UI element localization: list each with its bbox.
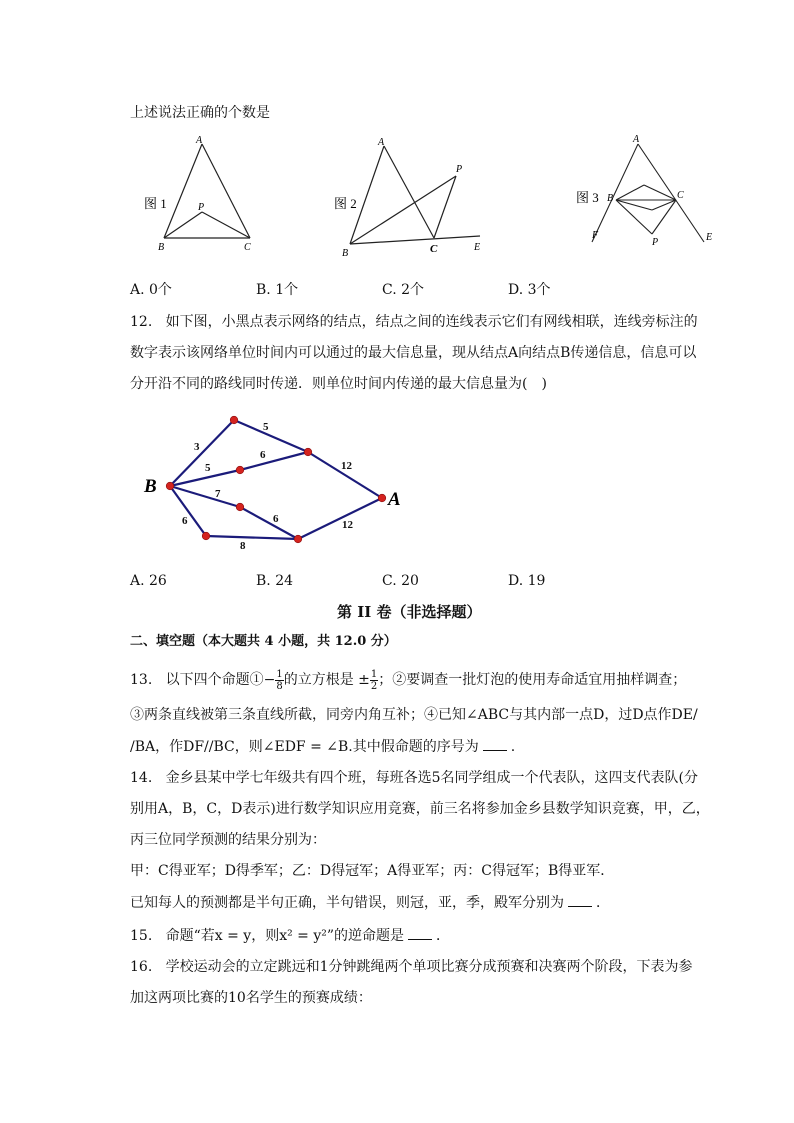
- q14-line-5-end: ．: [596, 895, 610, 911]
- network-node: [236, 466, 244, 474]
- network-node: [378, 494, 386, 502]
- q13-text-a: 以下四个命题①: [165, 672, 264, 688]
- fig3-point-B: B: [607, 193, 614, 204]
- edge-label: 6: [182, 515, 188, 527]
- q11-tail-text: 上述说法正确的个数是: [130, 105, 270, 121]
- q11-option-a: A. 0个: [130, 282, 172, 298]
- figure-2: [330, 132, 500, 262]
- fig3-point-E: E: [706, 232, 713, 243]
- q13-text-b: 的立方根是: [283, 672, 354, 688]
- fig2-point-P: P: [456, 164, 463, 175]
- fig2-point-E: E: [474, 242, 481, 253]
- q16-number: 16.: [130, 959, 153, 975]
- answer-blank[interactable]: [568, 892, 592, 907]
- q14-line-5-text: 已知每人的预测都是半句正确，半句错误，则冠，亚，季，殿军分别为: [130, 895, 564, 911]
- network-node-A-label: A: [388, 489, 401, 510]
- q13-line-3-text: /BA，作DF//BC，则∠EDF = ∠B.其中假命题的序号为: [130, 739, 479, 755]
- part-2-title: 第 II 卷（非选择题）: [337, 603, 482, 621]
- q15-line: [130, 925, 450, 946]
- edge-label: 8: [240, 540, 246, 552]
- fig2-point-A: A: [378, 137, 385, 148]
- q11-option-d: D. 3个: [508, 282, 551, 298]
- q16-text-1: 学校运动会的立定跳远和1分钟跳绳两个单项比赛分成预赛和决赛两个阶段，下表为参: [165, 959, 693, 975]
- q14-number: 14.: [130, 770, 153, 786]
- q13-line-3: [130, 736, 515, 757]
- edge-label: 6: [273, 513, 279, 525]
- figure-3: [572, 130, 722, 255]
- fraction-one-eighth: [275, 669, 283, 692]
- q15-number: 15.: [130, 928, 153, 944]
- minus-sign: −: [263, 672, 276, 688]
- fig3-label: 图 3: [576, 190, 599, 205]
- frac2-num: 1: [370, 668, 378, 680]
- fig2-label: 图 2: [334, 196, 357, 211]
- q13-number: 13.: [130, 672, 153, 688]
- fig3-point-P: P: [652, 237, 659, 248]
- q12-line-1: [130, 312, 698, 332]
- q13-text-c: ；②要调查一批灯泡的使用寿命适宜用抽样调查；: [378, 672, 687, 688]
- network-node: [304, 448, 312, 456]
- network-node: [294, 535, 302, 543]
- answer-blank[interactable]: [483, 736, 507, 751]
- network-node: [202, 532, 210, 540]
- edge-label: 12: [342, 519, 353, 531]
- q12-option-c: C. 20: [382, 573, 419, 589]
- fig3-point-F: F: [592, 230, 599, 241]
- q13-line-3-end: .: [510, 739, 516, 755]
- edge-label: 12: [341, 460, 352, 472]
- network-node: [230, 416, 238, 424]
- frac1-num: 1: [276, 668, 283, 680]
- answer-blank[interactable]: [408, 925, 432, 940]
- fig1-point-B: B: [158, 242, 165, 253]
- q12-line-3: 分开沿不同的路线同时传递．则单位时间内传递的最大信息量为( ): [130, 376, 547, 392]
- fig3-point-C: C: [677, 190, 684, 201]
- edge-label: 3: [194, 441, 200, 453]
- q11-option-b: B. 1个: [256, 282, 299, 298]
- fig1-point-A: A: [196, 135, 203, 146]
- edge-label: 7: [215, 488, 221, 500]
- q14-line-1: [130, 768, 698, 788]
- frac1-den: 8: [276, 680, 283, 692]
- q14-text-1: 金乡县某中学七年级共有四个班，每班各选5名同学组成一个代表队，这四支代表队(分: [165, 770, 698, 786]
- q14-line-5: [130, 892, 610, 913]
- q14-line-2: 别用A，B，C，D表示)进行数学知识应用竞赛，前三名将参加金乡县数学知识竞赛，甲，乙，: [130, 801, 710, 817]
- q16-line-1: [130, 957, 693, 977]
- frac2-den: 2: [370, 680, 378, 692]
- q12-number: 12.: [130, 314, 153, 330]
- q13-line-2: ③两条直线被第三条直线所截，同旁内角互补；④已知∠ABC与其内部一点D，过D点作DE/: [130, 707, 698, 723]
- network-node: [236, 503, 244, 511]
- section-2-title: 二、填空题（本大题共 4 小题，共 12.0 分）: [130, 634, 397, 649]
- q12-option-d: D. 19: [508, 573, 546, 589]
- network-node-B-label: B: [144, 476, 157, 497]
- edge-label: 5: [263, 421, 269, 433]
- q12-option-b: B. 24: [256, 573, 294, 589]
- fig1-label: 图 1: [144, 196, 167, 211]
- fig2-point-B: B: [342, 248, 349, 259]
- q12-option-a: A. 26: [130, 573, 167, 589]
- fig2-point-C: C: [430, 243, 438, 255]
- edge-label: 6: [260, 449, 266, 461]
- q16-line-2: 加这两项比赛的10名学生的预赛成绩：: [130, 990, 372, 1006]
- q11-option-c: C. 2个: [382, 282, 425, 298]
- network-diagram: [138, 408, 418, 558]
- q12-text-1: 如下图，小黑点表示网络的结点，结点之间的连线表示它们有网线相联，连线旁标注的: [165, 314, 698, 330]
- q12-line-2: 数字表示该网络单位时间内可以通过的最大信息量，现从结点A向结点B传递信息，信息可以: [130, 345, 697, 361]
- q13-line-1: 13. 以下四个命题①− $\frac{1}{8}$ 的立方根是 ± $\frac{1}{2}$ ；②要调查一批灯泡的使用寿命适宜用抽样调查；: [130, 668, 687, 692]
- fig1-point-C: C: [244, 242, 251, 253]
- network-node: [166, 482, 174, 490]
- figure-1: [140, 132, 270, 257]
- q14-line-4: 甲：C得亚军；D得季军；乙：D得冠军；A得亚军；丙：C得冠军；B得亚军．: [130, 863, 615, 879]
- q15-end: ．: [436, 928, 451, 944]
- fig3-point-A: A: [633, 134, 640, 145]
- fig1-point-P: P: [198, 202, 205, 213]
- q14-line-3: 丙三位同学预测的结果分别为：: [130, 832, 326, 848]
- edge-label: 5: [205, 462, 211, 474]
- q15-text: 命题“若x = y，则x² = y²”的逆命题是: [165, 928, 405, 944]
